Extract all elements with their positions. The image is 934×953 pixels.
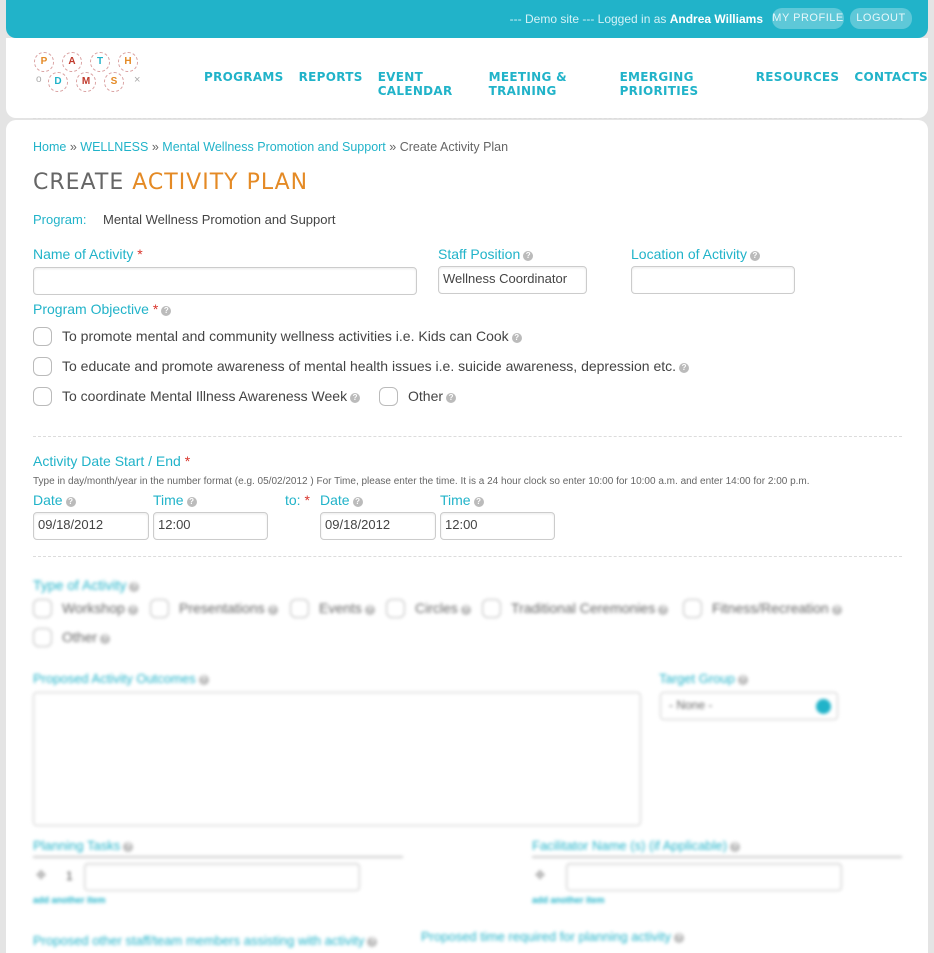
drag-handle-icon[interactable]: ✥ xyxy=(36,868,47,882)
staff-position-label xyxy=(438,246,533,262)
breadcrumb xyxy=(33,140,508,154)
my-profile-button[interactable]: MY PROFILE xyxy=(772,8,844,29)
start-date-label xyxy=(33,492,76,508)
planning-task-row-number: 1 xyxy=(66,869,73,883)
activity-type-checkbox-presentations[interactable] xyxy=(150,599,169,618)
activity-type-circles-text: Circles xyxy=(415,600,458,616)
end-time-label xyxy=(440,492,484,508)
type-of-activity-label-text: Type of Activity xyxy=(33,577,127,593)
target-group-select[interactable] xyxy=(660,692,838,720)
activity-type-checkbox-fitness[interactable] xyxy=(683,599,702,618)
logo-letter: T xyxy=(90,52,110,72)
activity-type-circles xyxy=(415,600,471,616)
facilitator-label xyxy=(532,838,740,853)
help-icon[interactable]: ? xyxy=(365,605,375,615)
planning-tasks-divider xyxy=(33,856,403,858)
header xyxy=(6,38,928,118)
logo-letter: S xyxy=(104,72,124,92)
program-objective-label xyxy=(33,301,171,317)
objective-option-2 xyxy=(62,358,689,374)
help-icon[interactable]: ? xyxy=(199,675,209,685)
help-icon[interactable]: ? xyxy=(461,605,471,615)
logout-button[interactable]: LOGOUT xyxy=(850,8,912,29)
to-label-text: to: xyxy=(285,492,301,508)
main-nav xyxy=(204,70,928,98)
activity-type-checkbox-traditional[interactable] xyxy=(482,599,501,618)
help-icon[interactable]: ? xyxy=(350,393,360,403)
logo-mark: × xyxy=(134,74,141,86)
section-divider xyxy=(33,556,902,557)
end-time-input[interactable]: 12:00 xyxy=(440,512,555,540)
end-date-input[interactable]: 09/18/2012 xyxy=(320,512,436,540)
page-title-part1: CREATE xyxy=(33,170,125,195)
date-hint: Type in day/month/year in the number format (e.g. 05/02/2012 ) For Time, please enter the time. It is a 24 hour clock so enter 10:00 for 10:00 a.m. and enter 14:00 for 2:00 p.m. xyxy=(33,476,810,487)
help-icon[interactable]: ? xyxy=(738,675,748,685)
help-icon[interactable]: ? xyxy=(512,333,522,343)
breadcrumb-program[interactable]: Mental Wellness Promotion and Support xyxy=(162,140,386,154)
help-icon[interactable]: ? xyxy=(268,605,278,615)
help-icon[interactable]: ? xyxy=(658,605,668,615)
activity-type-checkbox-circles[interactable] xyxy=(386,599,405,618)
breadcrumb-separator: » xyxy=(151,140,159,154)
activity-type-traditional-text: Traditional Ceremonies xyxy=(511,600,656,616)
start-time-input[interactable]: 12:00 xyxy=(153,512,268,540)
top-bar xyxy=(6,0,928,38)
objective-option-1 xyxy=(62,328,522,344)
section-divider xyxy=(33,436,902,437)
activity-type-other xyxy=(62,629,110,645)
activity-type-presentations xyxy=(179,600,278,616)
other-staff-label xyxy=(33,933,377,948)
nav-programs[interactable]: PROGRAMS xyxy=(204,70,284,84)
page-title xyxy=(33,170,308,195)
help-icon[interactable]: ? xyxy=(832,605,842,615)
planning-tasks-label-text: Planning Tasks xyxy=(33,838,121,853)
type-of-activity-label xyxy=(33,577,139,593)
help-icon[interactable]: ? xyxy=(100,634,110,644)
breadcrumb-current: Create Activity Plan xyxy=(399,140,509,154)
facilitator-add-link[interactable]: add another item xyxy=(532,895,605,905)
help-icon[interactable]: ? xyxy=(161,306,171,316)
nav-resources[interactable]: RESOURCES xyxy=(755,70,840,84)
activity-type-presentations-text: Presentations xyxy=(179,600,265,616)
activity-type-fitness xyxy=(712,600,842,616)
activity-type-events-text: Events xyxy=(319,600,362,616)
objective-option-1-text: To promote mental and community wellness activities i.e. Kids can Cook xyxy=(62,328,509,344)
staff-position-input[interactable]: Wellness Coordinator xyxy=(438,266,587,294)
start-time-label-text: Time xyxy=(153,492,184,508)
objective-checkbox-3[interactable] xyxy=(33,387,52,406)
facilitator-input[interactable] xyxy=(566,863,842,891)
help-icon[interactable]: ? xyxy=(123,842,133,852)
activity-date-label xyxy=(33,453,190,469)
objective-option-3-text: To coordinate Mental Illness Awareness Week xyxy=(62,388,348,404)
breadcrumb-wellness[interactable]: WELLNESS xyxy=(80,140,149,154)
breadcrumb-separator: » xyxy=(69,140,77,154)
staff-position-label-text: Staff Position xyxy=(438,246,521,262)
location-input[interactable] xyxy=(631,266,795,294)
activity-type-other-text: Other xyxy=(62,629,98,645)
program-value: Mental Wellness Promotion and Support xyxy=(103,212,336,227)
program-objective-label-text: Program Objective xyxy=(33,301,149,317)
name-of-activity-input[interactable] xyxy=(33,267,417,295)
planning-time-label xyxy=(421,929,684,944)
target-group-value: - None - xyxy=(669,698,713,712)
start-time-label xyxy=(153,492,197,508)
required-mark: * xyxy=(152,301,159,317)
activity-date-label-text: Activity Date Start / End xyxy=(33,453,181,469)
required-mark: * xyxy=(137,246,143,262)
activity-type-events xyxy=(319,600,375,616)
objective-option-other-text: Other xyxy=(408,388,444,404)
help-icon[interactable]: ? xyxy=(750,251,760,261)
help-icon[interactable]: ? xyxy=(129,582,139,592)
logo-letter: A xyxy=(62,52,82,72)
activity-type-fitness-text: Fitness/Recreation xyxy=(712,600,829,616)
header-divider xyxy=(33,118,902,119)
name-of-activity-label xyxy=(33,246,143,262)
objective-checkbox-other[interactable] xyxy=(379,387,398,406)
nav-event-calendar[interactable]: EVENT CALENDAR xyxy=(377,70,453,98)
start-date-input[interactable]: 09/18/2012 xyxy=(33,512,149,540)
breadcrumb-home[interactable]: Home xyxy=(33,140,67,154)
planning-tasks-add-link[interactable]: add another item xyxy=(33,895,106,905)
name-of-activity-label-text: Name of Activity xyxy=(33,246,134,262)
objective-option-3 xyxy=(62,388,360,404)
logo-letter: M xyxy=(76,72,96,92)
breadcrumb-separator: » xyxy=(389,140,397,154)
help-icon[interactable]: ? xyxy=(66,497,76,507)
logo-letter: D xyxy=(48,72,68,92)
objective-checkbox-2[interactable] xyxy=(33,357,52,376)
start-date-label-text: Date xyxy=(33,492,63,508)
activity-type-workshop-text: Workshop xyxy=(62,600,125,616)
help-icon[interactable]: ? xyxy=(523,251,533,261)
help-icon[interactable]: ? xyxy=(187,497,197,507)
facilitator-divider xyxy=(532,856,902,858)
planning-time-label-text: Proposed time required for planning activity xyxy=(421,929,672,944)
activity-type-workshop xyxy=(62,600,138,616)
objective-option-2-text: To educate and promote awareness of mental health issues i.e. suicide awareness, depression etc. xyxy=(62,358,677,374)
nav-meeting-training[interactable]: MEETING & TRAINING xyxy=(488,70,567,98)
logo-letter: P xyxy=(34,52,54,72)
end-time-label-text: Time xyxy=(440,492,471,508)
activity-type-checkbox-events[interactable] xyxy=(290,599,309,618)
logo-letter: H xyxy=(118,52,138,72)
location-label xyxy=(631,246,760,262)
chevron-down-icon xyxy=(816,699,831,714)
end-date-label xyxy=(320,492,363,508)
help-icon[interactable]: ? xyxy=(730,842,740,852)
login-status xyxy=(510,12,763,26)
planning-tasks-label xyxy=(33,838,133,853)
program-label: Program: xyxy=(33,212,87,227)
activity-type-traditional xyxy=(511,600,668,616)
help-icon[interactable]: ? xyxy=(679,363,689,373)
required-mark: * xyxy=(304,492,310,508)
activity-type-checkbox-workshop[interactable] xyxy=(33,599,52,618)
path-dms-logo[interactable] xyxy=(34,52,154,96)
help-icon[interactable]: ? xyxy=(446,393,456,403)
outcomes-label-text: Proposed Activity Outcomes xyxy=(33,671,196,686)
nav-contacts[interactable]: CONTACTS xyxy=(854,70,929,84)
target-group-label-text: Target Group xyxy=(659,671,735,686)
objective-checkbox-1[interactable] xyxy=(33,327,52,346)
user-name: Andrea Williams xyxy=(669,12,763,26)
drag-handle-icon[interactable]: ✥ xyxy=(535,868,546,882)
help-icon[interactable]: ? xyxy=(474,497,484,507)
outcomes-textarea[interactable] xyxy=(33,692,641,826)
outcomes-label xyxy=(33,671,209,686)
login-status-text: --- Demo site --- Logged in as xyxy=(509,12,667,26)
end-date-label-text: Date xyxy=(320,492,350,508)
other-staff-label-text: Proposed other staff/team members assisting with activity xyxy=(33,933,365,948)
page-title-part2: ACTIVITY PLAN xyxy=(132,170,309,195)
logo-mark: o xyxy=(36,74,42,85)
planning-task-input[interactable] xyxy=(84,863,360,891)
facilitator-label-text: Facilitator Name (s) (if Applicable) xyxy=(532,838,728,853)
target-group-label xyxy=(659,671,748,686)
activity-type-checkbox-other[interactable] xyxy=(33,628,52,647)
nav-emerging-priorities[interactable]: EMERGING PRIORITIES xyxy=(619,70,699,98)
objective-option-other xyxy=(408,388,456,404)
required-mark: * xyxy=(184,453,191,469)
help-icon[interactable]: ? xyxy=(367,937,377,947)
to-label xyxy=(285,492,310,508)
location-label-text: Location of Activity xyxy=(631,246,747,262)
nav-reports[interactable]: REPORTS xyxy=(298,70,363,84)
help-icon[interactable]: ? xyxy=(353,497,363,507)
help-icon[interactable]: ? xyxy=(128,605,138,615)
help-icon[interactable]: ? xyxy=(674,933,684,943)
